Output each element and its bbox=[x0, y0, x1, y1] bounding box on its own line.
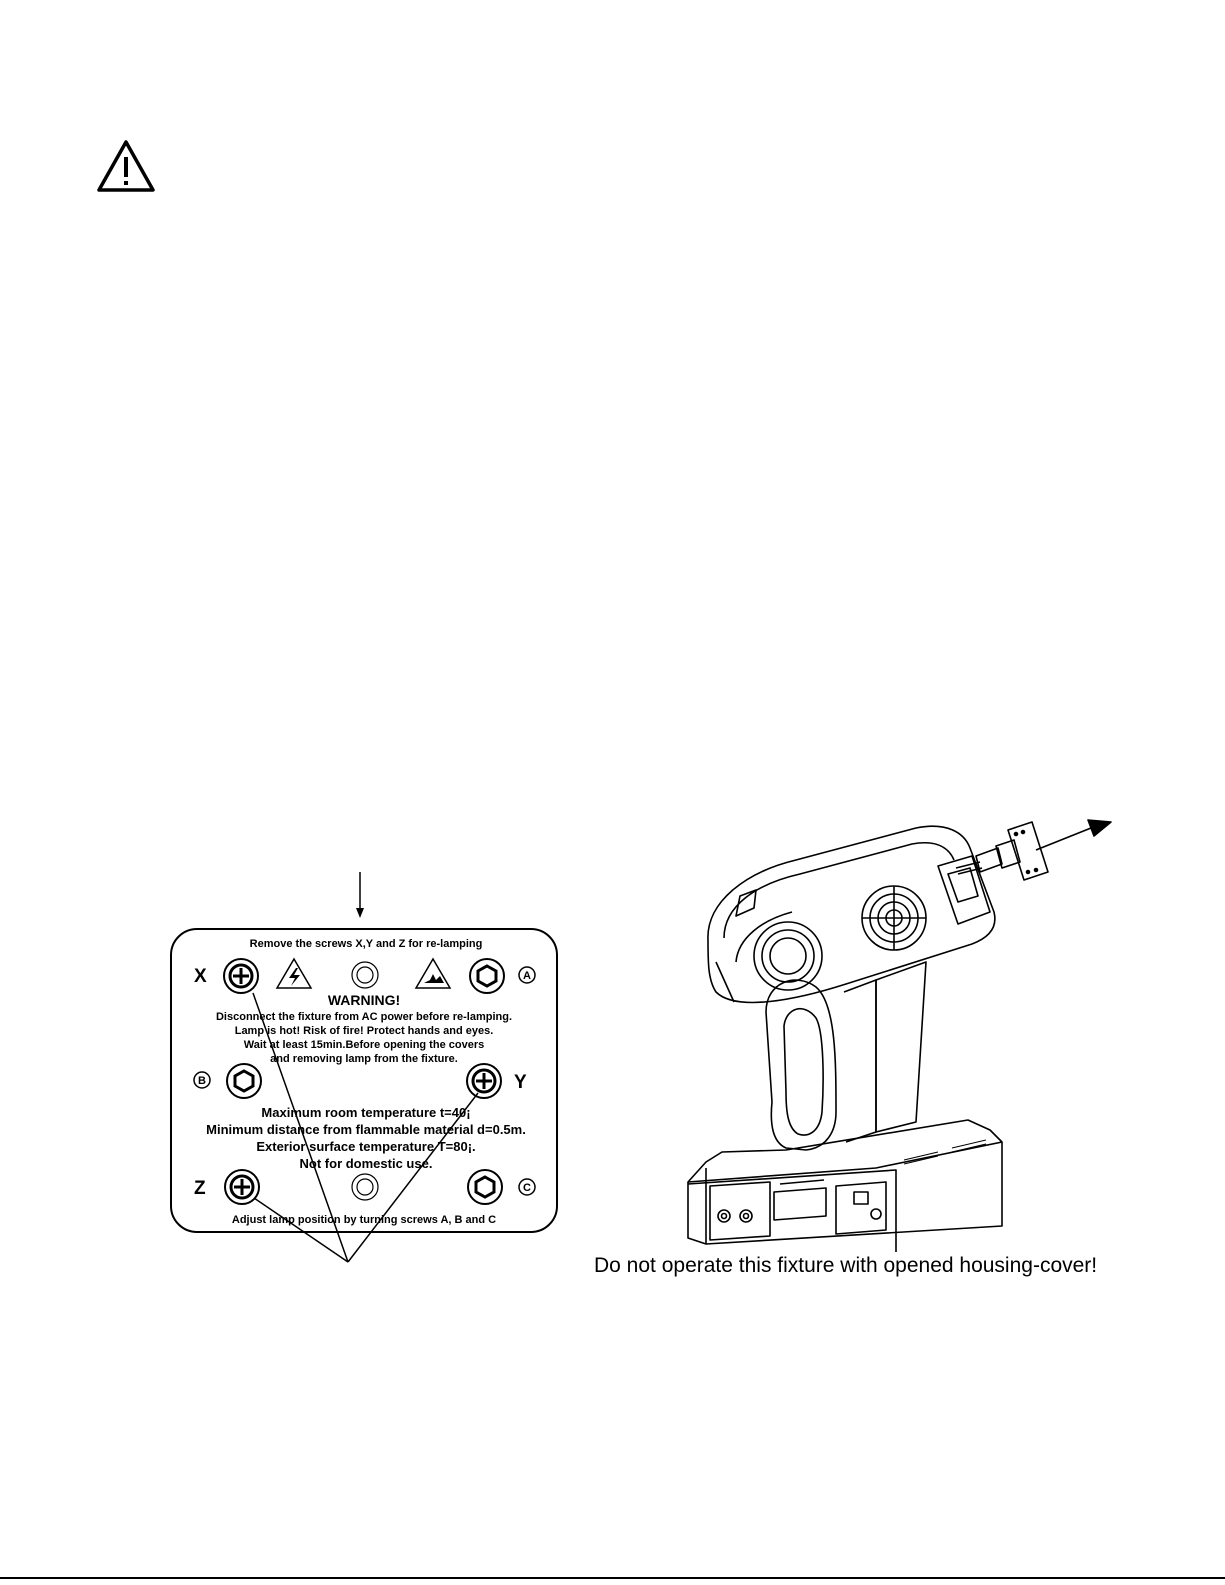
spec-line-3: Exterior surface temperature T=80¡. bbox=[256, 1139, 476, 1154]
spec-line-2: Minimum distance from flammable material d=0.5m. bbox=[206, 1122, 526, 1137]
screw-x-phillips-icon bbox=[224, 959, 258, 993]
label-pointer-arrow bbox=[356, 872, 364, 918]
fixture-lens bbox=[754, 922, 822, 990]
fixture-head bbox=[708, 826, 995, 1002]
screw-z-label: Z bbox=[194, 1178, 206, 1199]
removal-direction-arrow bbox=[1036, 820, 1111, 850]
svg-text:A: A bbox=[523, 970, 531, 982]
screw-x-label: X bbox=[194, 966, 207, 987]
label-top-text: Remove the screws X,Y and Z for re-lamping bbox=[249, 938, 483, 950]
svg-text:B: B bbox=[198, 1075, 206, 1087]
warning-line-4: and removing lamp from the fixture. bbox=[270, 1053, 458, 1065]
caution-triangle-icon bbox=[96, 138, 156, 194]
svg-text:C: C bbox=[523, 1182, 531, 1194]
screw-y-label: Y bbox=[514, 1072, 527, 1093]
screw-y-phillips-icon bbox=[467, 1064, 501, 1098]
warning-title: WARNING! bbox=[327, 992, 401, 1008]
lamp-module bbox=[956, 822, 1048, 880]
fan-grille bbox=[862, 886, 926, 950]
spec-line-1: Maximum room temperature t=40¡ bbox=[261, 1105, 471, 1120]
screw-z-phillips-icon bbox=[225, 1170, 259, 1204]
warning-line-1: Disconnect the fixture from AC power before re-lamping. bbox=[215, 1011, 513, 1023]
label-bottom-text: Adjust lamp position by turning screws A, B and C bbox=[231, 1214, 497, 1226]
housing-cover-warning-caption: Do not operate this fixture with opened housing-cover! bbox=[594, 1254, 1098, 1277]
warning-line-3: Wait at least 15min.Before opening the covers bbox=[243, 1039, 485, 1051]
spec-line-4: Not for domestic use. bbox=[299, 1156, 433, 1171]
warning-line-2: Lamp is hot! Risk of fire! Protect hands and eyes. bbox=[234, 1025, 494, 1037]
page-bottom-rule bbox=[0, 1577, 1225, 1579]
fixture-warning-label bbox=[168, 862, 568, 1272]
moving-head-fixture-illustration bbox=[676, 812, 1136, 1252]
fixture-base bbox=[688, 1120, 1002, 1252]
